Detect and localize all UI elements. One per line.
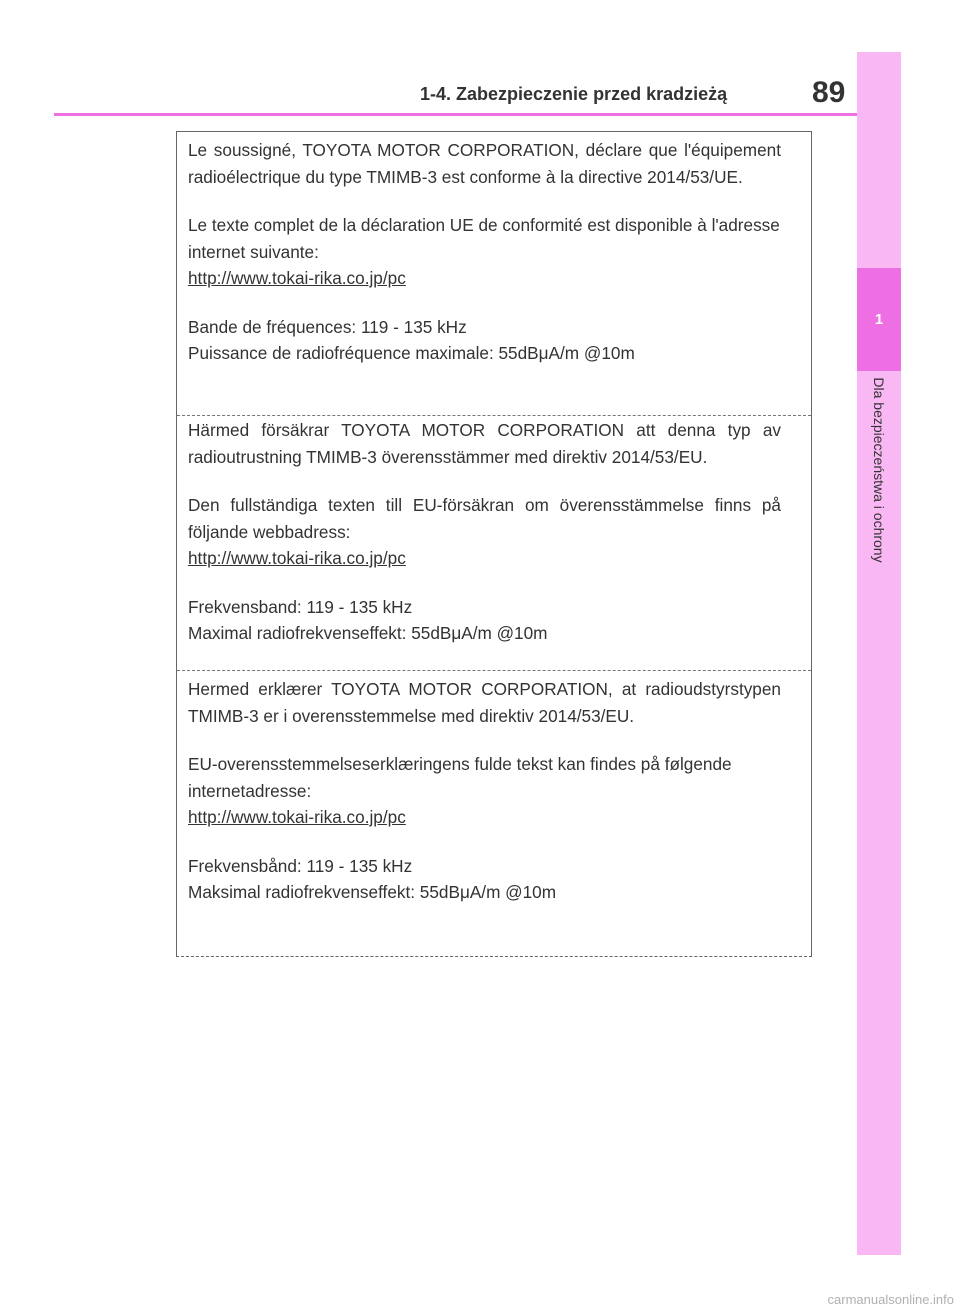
- chapter-number-badge: 1: [857, 268, 901, 371]
- declaration-link[interactable]: http://www.tokai-rika.co.jp/pc: [188, 268, 406, 288]
- declaration-box: [176, 131, 812, 957]
- declaration-availability: [188, 212, 781, 292]
- frequency-band: Frekvensbånd: 119 - 135 kHz: [188, 855, 413, 876]
- radio-specs: [188, 594, 781, 647]
- chapter-label: Dla bezpieczeństwa i ochrony: [871, 377, 887, 563]
- site-watermark: carmanualsonline.info: [827, 1292, 954, 1307]
- declaration-link[interactable]: http://www.tokai-rika.co.jp/pc: [188, 807, 406, 827]
- declaration-section-swedish: [177, 417, 811, 671]
- declaration-statement: Hermed erklærer TOYOTA MOTOR CORPORATION, at radioudstyrstypen TMIMB-3 er i overensstemmelse med direktiv 2014/53/EU.: [188, 679, 781, 726]
- max-power: Puissance de radiofréquence maximale: 55dBμA/m @10m: [188, 343, 635, 363]
- availability-text: Den fullständiga texten till EU-försäkran om överensstämmelse finns på följande webbadress:: [188, 495, 781, 542]
- page-number: 89: [812, 76, 846, 109]
- radio-specs: [188, 853, 781, 906]
- max-power: Maksimal radiofrekvenseffekt: 55dBμA/m @10m: [188, 882, 557, 902]
- availability-text: Le texte complet de la déclaration UE de conformité est disponible à l'adresse internet suivante:: [188, 215, 780, 262]
- section-title: 1-4. Zabezpieczenie przed kradzieżą: [420, 84, 728, 104]
- declaration-statement: Le soussigné, TOYOTA MOTOR CORPORATION, déclare que l'équipement radioélectrique du type TMIMB-3 est conforme à la directive 2014/53/UE.: [188, 140, 781, 187]
- declaration-availability: [188, 492, 781, 572]
- declaration-link[interactable]: http://www.tokai-rika.co.jp/pc: [188, 548, 406, 568]
- declaration-section-french: [177, 137, 811, 416]
- max-power: Maximal radiofrekvenseffekt: 55dBμA/m @10m: [188, 623, 548, 643]
- declaration-statement: Härmed försäkrar TOYOTA MOTOR CORPORATION att denna typ av radioutrustning TMIMB-3 överensstämmer med direktiv 2014/53/EU.: [188, 420, 781, 467]
- header-divider: [54, 113, 857, 116]
- declaration-section-danish: [177, 676, 811, 956]
- frequency-band: Bande de fréquences: 119 - 135 kHz: [188, 316, 467, 337]
- frequency-band: Frekvensband: 119 - 135 kHz: [188, 596, 413, 617]
- availability-text: EU-overensstemmelseserklæringens fulde tekst kan findes på følgende internetadresse:: [188, 754, 732, 801]
- radio-specs: [188, 314, 781, 367]
- declaration-availability: [188, 751, 781, 831]
- chapter-side-tab: [857, 52, 901, 1255]
